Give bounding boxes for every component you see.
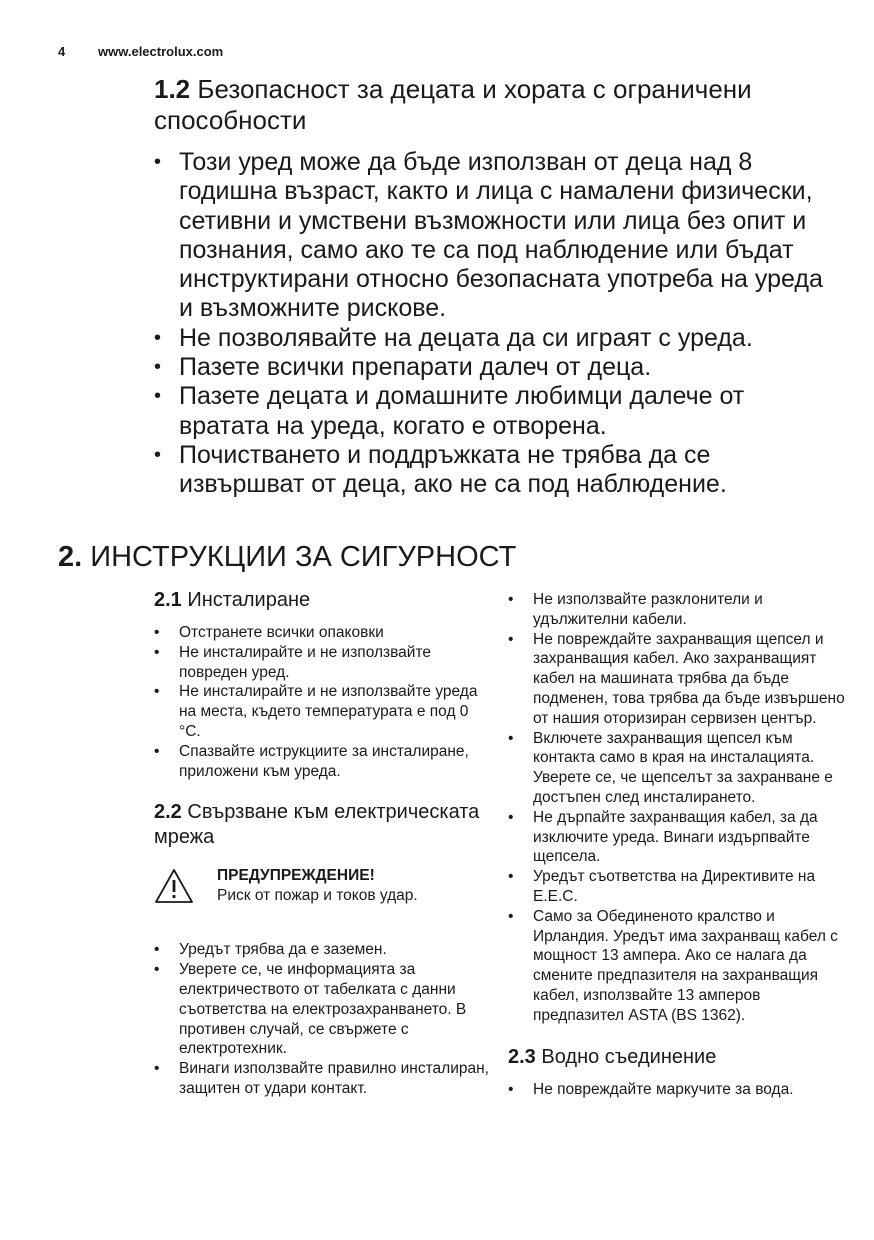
- warning-title: ПРЕДУПРЕЖДЕНИЕ!: [217, 867, 375, 885]
- warning-box: [154, 866, 494, 926]
- section-2-1-number: 2.1: [154, 589, 182, 611]
- list-item: • Пазете всички препарати далеч от деца.: [154, 353, 834, 382]
- list-item: • Този уред може да бъде използван от деца над 8 годишна възраст, както и лица с намалени физически, сетивни и умствени възможности или лица без опит и познания, само ако те са под наблюдение или бъдат инструктирани относно безопасната употреба на уреда и възможните рискове.: [154, 148, 834, 324]
- section-2-2-number: 2.2: [154, 801, 182, 824]
- list-item: • Не дърпайте захранващия кабел, за да изключите уреда. Винаги издърпвайте щепсела.: [508, 808, 848, 867]
- list-item: • Не повреждайте захранващия щепсел и захранващия кабел. Ако захранващият кабел на машината трябва да бъде подменен, това трябва да бъде извършено от нашия оторизиран сервизен център.: [508, 630, 848, 729]
- list-item: • Не инсталирайте и не използвайте уреда на места, където температурата е под 0 °C.: [154, 682, 494, 741]
- section-1-2-title-text: Безопасност за децата и хората с ограничени способности: [154, 74, 752, 135]
- section-2-1-title: [154, 588, 494, 613]
- section-1-2-title: [154, 74, 854, 136]
- list-item: • Почистването и поддръжката не трябва да се извършват от деца, ако не са под наблюдение.: [154, 441, 834, 500]
- list-item: • Включете захранващия щепсел към контакта само в края на инсталацията. Уверете се, че щепселът за захранване е достъпен след инсталирането.: [508, 729, 848, 808]
- section-2-3-title-text: Водно съединение: [541, 1045, 717, 1068]
- list-item: • Не инсталирайте и не използвайте повреден уред.: [154, 643, 494, 683]
- section-2-2-title-text: Свързване към електрическата мрежа: [154, 801, 480, 849]
- child-safety-list: [154, 148, 834, 500]
- installation-list: [154, 623, 494, 781]
- section-2-number: 2.: [58, 541, 83, 573]
- section-2-1-title-text: Инсталиране: [187, 589, 311, 611]
- page-header: [58, 44, 223, 59]
- list-item: • Уредът трябва да е заземен.: [154, 940, 494, 960]
- section-1-2-number: 1.2: [154, 74, 191, 104]
- electrical-list-continued: [508, 590, 848, 1026]
- list-item: • Отстранете всички опаковки: [154, 623, 494, 643]
- section-2-3-number: 2.3: [508, 1045, 536, 1068]
- list-item: • Винаги използвайте правилно инсталиран, защитен от удари контакт.: [154, 1059, 494, 1099]
- section-2-title-text: ИНСТРУКЦИИ ЗА СИГУРНОСТ: [90, 541, 517, 573]
- list-item: • Не използвайте разклонители и удължителни кабели.: [508, 590, 848, 630]
- warning-text: Риск от пожар и токов удар.: [217, 887, 418, 905]
- list-item: • Пазете децата и домашните любимци далече от вратата на уреда, когато е отворена.: [154, 382, 834, 441]
- page-number: 4: [58, 44, 66, 59]
- water-connection-list: [508, 1080, 848, 1100]
- electrical-list: [154, 940, 494, 1098]
- section-2-2-title: [154, 800, 494, 850]
- warning-triangle-icon: [154, 868, 194, 904]
- section-2-3-title: [508, 1045, 848, 1070]
- list-item: • Спазвайте иструкциите за инсталиране, приложени към уреда.: [154, 742, 494, 782]
- list-item: • Само за Обединеното кралство и Ирландия. Уредът има захранващ кабел с мощност 13 ампера. Ако се налага да смените предпазителя на захранващия кабел, използвайте 13 амперов предпазител ASTA (BS 1362).: [508, 907, 848, 1026]
- list-item: • Не повреждайте маркучите за вода.: [508, 1080, 848, 1100]
- list-item: • Уредът съответства на Директивите на E.E.C.: [508, 867, 848, 907]
- right-column: [508, 590, 848, 1099]
- left-column: [154, 588, 494, 1099]
- list-item: • Не позволявайте на децата да си играят с уреда.: [154, 324, 834, 353]
- list-item: • Уверете се, че информацията за електричеството от табелката с данни съответства на електрозахранването. В противен случай, се свържете с електротехник.: [154, 960, 494, 1059]
- section-2-title: [58, 540, 516, 574]
- website-url: www.electrolux.com: [98, 44, 224, 59]
